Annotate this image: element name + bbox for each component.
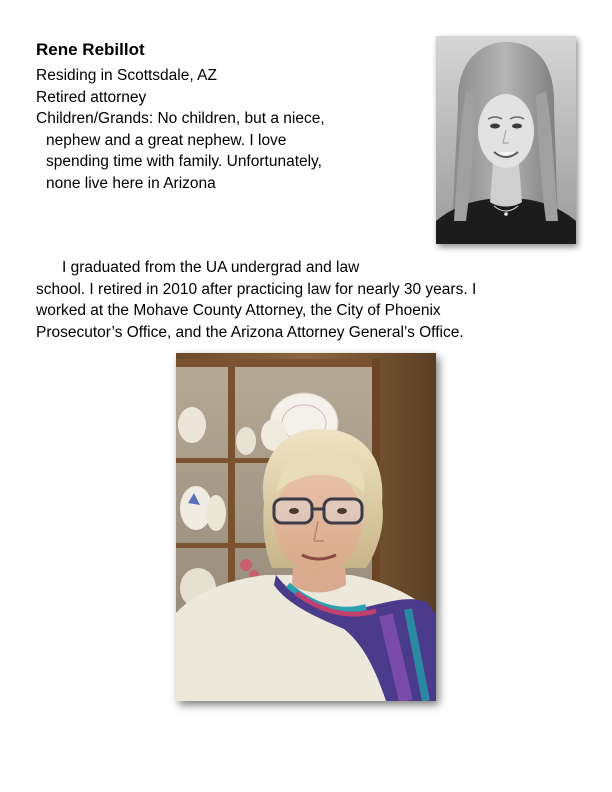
profile-info <box>36 65 325 194</box>
bio-line: worked at the Mohave County Attorney, the City of Phoenix <box>36 302 441 319</box>
children-line: Children/Grands: No children, but a niece, <box>36 110 325 127</box>
bio-line: Prosecutor’s Office, and the Arizona Attorney General’s Office. <box>36 323 464 341</box>
occupation-text: Retired attorney <box>36 88 147 106</box>
children-line: nephew and a great nephew. I love <box>46 131 287 149</box>
bio-line: I graduated from the UA undergrad and law <box>62 259 360 276</box>
children-line: none live here in Arizona <box>46 174 216 192</box>
person-name: Rene Rebillot <box>36 40 145 59</box>
yearbook-photo <box>436 36 576 244</box>
children-line: spending time with family. Unfortunately, <box>46 153 322 170</box>
bio-line: school. I retired in 2010 after practicing law for nearly 30 years. I <box>36 280 477 298</box>
current-photo <box>176 353 436 701</box>
residence-text: Residing in Scottsdale, AZ <box>36 67 217 84</box>
bio-paragraph <box>36 257 596 343</box>
